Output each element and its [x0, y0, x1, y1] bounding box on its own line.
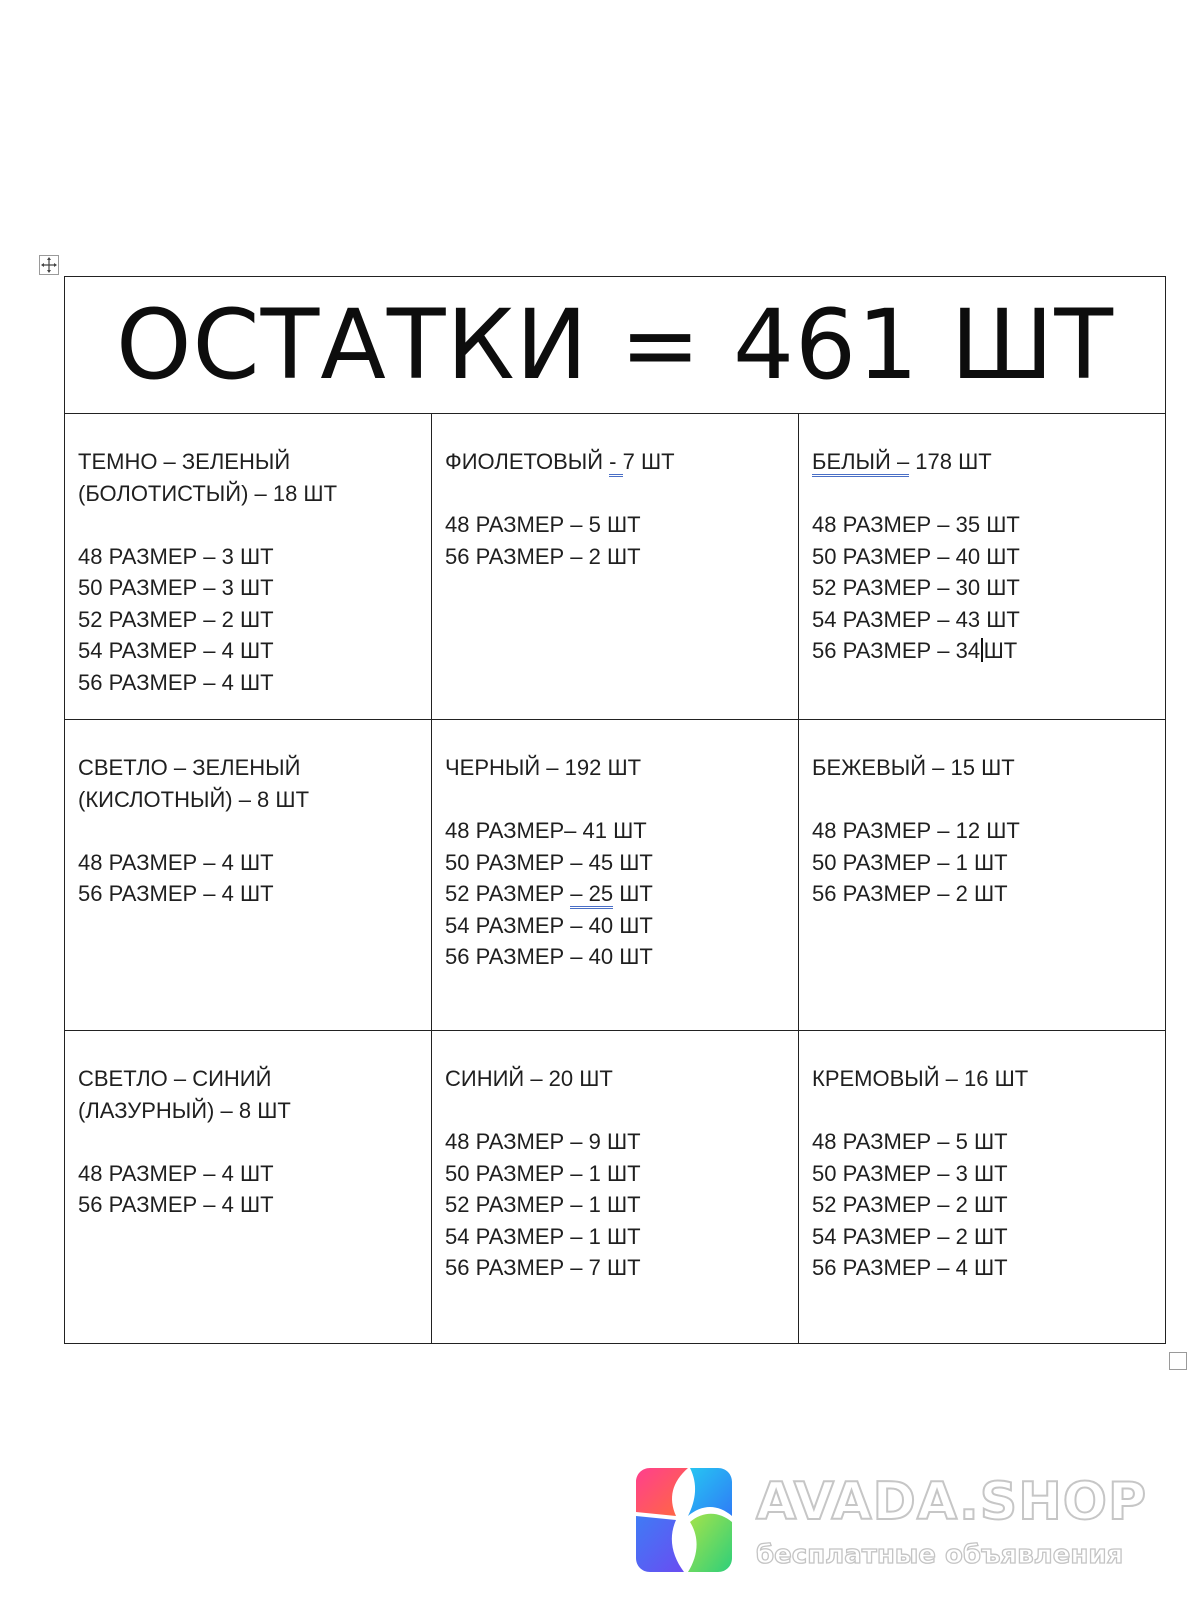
- size-line: 48 РАЗМЕР – 4 ШТ: [78, 1160, 274, 1186]
- size-line: 56 РАЗМЕР – 34 ШТ: [812, 638, 1018, 663]
- table-resize-handle-icon[interactable]: [1169, 1352, 1187, 1370]
- size-line: 56 РАЗМЕР – 2 ШТ: [445, 543, 641, 569]
- color-heading: (ЛАЗУРНЫЙ) – 8 ШТ: [78, 1097, 291, 1123]
- size-line: 56 РАЗМЕР – 4 ШТ: [78, 669, 274, 695]
- size-line: 56 РАЗМЕР – 4 ШТ: [812, 1255, 1008, 1280]
- table-move-handle-icon[interactable]: [39, 255, 59, 275]
- size-line: 48 РАЗМЕР – 5 ШТ: [445, 512, 641, 537]
- size-line: 54 РАЗМЕР – 1 ШТ: [445, 1223, 641, 1249]
- size-line: 56 РАЗМЕР – 4 ШТ: [78, 1192, 274, 1217]
- size-line: 56 РАЗМЕР – 4 ШТ: [78, 881, 274, 906]
- avada-logo-icon: [632, 1464, 736, 1576]
- size-line: 50 РАЗМЕР – 45 ШТ: [445, 849, 653, 875]
- size-line: 48 РАЗМЕР – 12 ШТ: [812, 818, 1020, 843]
- color-cell-dark-green: [65, 414, 432, 720]
- color-heading: КРЕМОВЫЙ – 16 ШТ: [812, 1066, 1029, 1091]
- text-cursor: [981, 638, 983, 662]
- size-line: 56 РАЗМЕР – 7 ШТ: [445, 1255, 641, 1280]
- color-heading: СИНИЙ – 20 ШТ: [445, 1066, 613, 1091]
- size-line: 54 РАЗМЕР – 43 ШТ: [812, 606, 1020, 632]
- color-heading: ТЕМНО – ЗЕЛЕНЫЙ: [78, 449, 291, 474]
- size-line: 52 РАЗМЕР – 30 ШТ: [812, 575, 1020, 600]
- size-line: 48 РАЗМЕР – 4 ШТ: [78, 849, 274, 875]
- color-cell-violet: [432, 414, 799, 720]
- size-line: 50 РАЗМЕР – 40 ШТ: [812, 543, 1020, 569]
- color-heading: (БОЛОТИСТЫЙ) – 18 ШТ: [78, 480, 338, 506]
- size-line: 54 РАЗМЕР – 4 ШТ: [78, 638, 274, 663]
- color-cell-light-blue: [65, 1031, 432, 1344]
- size-line: 48 РАЗМЕР– 41 ШТ: [445, 818, 647, 843]
- size-line: 48 РАЗМЕР – 35 ШТ: [812, 512, 1020, 537]
- color-cell-beige: [799, 720, 1166, 1031]
- watermark: [632, 1464, 1172, 1576]
- color-heading: СВЕТЛО – ЗЕЛЕНЫЙ: [78, 755, 301, 780]
- page-title: ОСТАТКИ = 461 ШТ: [115, 289, 1115, 401]
- size-line: 48 РАЗМЕР – 9 ШТ: [445, 1129, 641, 1154]
- color-heading: БЕЖЕВЫЙ – 15 ШТ: [812, 755, 1015, 780]
- size-line: 48 РАЗМЕР – 5 ШТ: [812, 1129, 1008, 1154]
- color-cell-white: [799, 414, 1166, 720]
- brand-name: AVADA.SHOP: [756, 1472, 1148, 1532]
- color-heading: БЕЛЫЙ – 178 ШТ: [812, 446, 1155, 478]
- size-line: 50 РАЗМЕР – 1 ШТ: [445, 1160, 641, 1186]
- color-cell-black: [432, 720, 799, 1031]
- size-line: 52 РАЗМЕР – 1 ШТ: [445, 1192, 641, 1217]
- size-line: 52 РАЗМЕР – 25 ШТ: [445, 878, 788, 910]
- size-line: 48 РАЗМЕР – 3 ШТ: [78, 543, 274, 569]
- color-cell-light-green: [65, 720, 432, 1031]
- size-line: 54 РАЗМЕР – 40 ШТ: [445, 912, 653, 938]
- proofing-mark: – 25: [570, 881, 613, 909]
- brand-tagline: бесплатные объявления: [756, 1540, 1124, 1570]
- stock-table: [64, 276, 1166, 1344]
- size-line: 56 РАЗМЕР – 40 ШТ: [445, 944, 653, 969]
- color-heading: ЧЕРНЫЙ – 192 ШТ: [445, 755, 642, 780]
- proofing-mark: -: [609, 449, 622, 477]
- color-heading: ФИОЛЕТОВЫЙ - 7 ШТ: [445, 446, 788, 478]
- title-cell: [65, 277, 1166, 414]
- size-line: 52 РАЗМЕР – 2 ШТ: [78, 606, 274, 632]
- size-line: 54 РАЗМЕР – 2 ШТ: [812, 1223, 1008, 1249]
- size-line: 56 РАЗМЕР – 2 ШТ: [812, 881, 1008, 906]
- proofing-mark: БЕЛЫЙ –: [812, 449, 909, 477]
- color-heading: (КИСЛОТНЫЙ) – 8 ШТ: [78, 786, 310, 812]
- size-line: 50 РАЗМЕР – 1 ШТ: [812, 849, 1008, 875]
- size-line: 50 РАЗМЕР – 3 ШТ: [78, 575, 274, 600]
- color-cell-cream: [799, 1031, 1166, 1344]
- size-line: 52 РАЗМЕР – 2 ШТ: [812, 1192, 1008, 1217]
- color-cell-blue: [432, 1031, 799, 1344]
- color-heading: СВЕТЛО – СИНИЙ: [78, 1066, 272, 1091]
- size-line: 50 РАЗМЕР – 3 ШТ: [812, 1160, 1008, 1186]
